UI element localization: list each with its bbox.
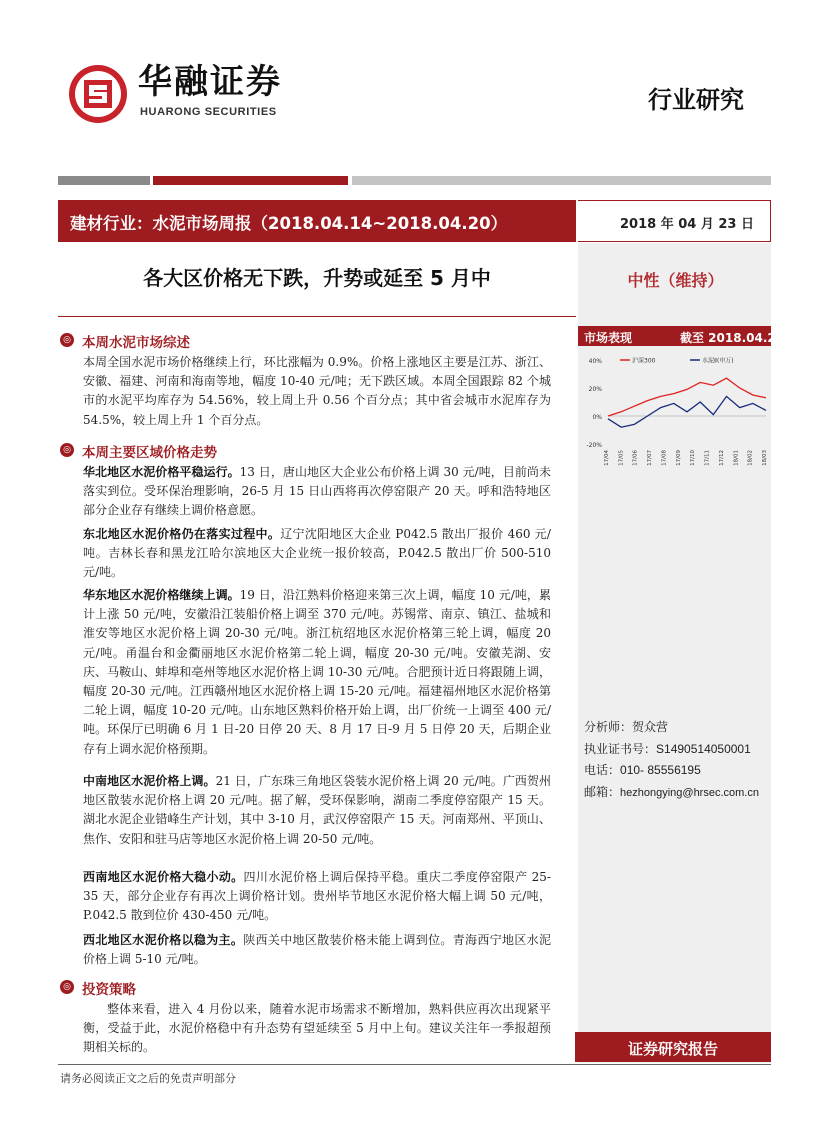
region-body: 陕西关中地区散装价格未能上调到位。青海西宁地区水泥价格上调 5-10 元/吨。	[83, 933, 551, 967]
market-performance-date: 截至 2018.04.22	[680, 331, 785, 345]
y-tick-label: 0%	[592, 414, 602, 421]
region-lead: 中南地区水泥价格上调。	[83, 774, 216, 788]
region-lead: 西南地区水泥价格大稳小动。	[83, 870, 244, 884]
section-title-strategy: 投资策略	[82, 982, 136, 998]
analyst-phone-label: 电话：	[584, 763, 621, 777]
region-body: 辽宁沈阳地区大企业 P042.5 散出厂报价 460 元/吨。吉林长春和黑龙江哈尔滨地区大企业统一报价较高，P.042.5 散出厂价 500-510 元/吨。	[83, 527, 551, 580]
region-lead: 华东地区水泥价格继续上调。	[83, 588, 240, 602]
analyst-phone-row	[584, 761, 701, 778]
x-tick-label: 17/09	[675, 450, 682, 466]
region-lead: 西北地区水泥价格以稳为主。	[83, 933, 244, 947]
brand-name-cn: 华融证券	[138, 62, 282, 102]
x-tick-label: 18/03	[762, 450, 768, 466]
analyst-name-label: 分析师：	[584, 720, 633, 734]
x-tick-label: 18/02	[747, 450, 754, 466]
analyst-cert-row	[584, 740, 751, 757]
x-tick-label: 17/08	[661, 450, 668, 466]
x-tick-label: 17/06	[632, 450, 639, 466]
x-tick-label: 18/01	[733, 450, 740, 466]
header-divider-bar	[58, 176, 150, 185]
headline: 各大区价格无下跌，升势或延至 5 月中	[143, 266, 491, 290]
region-paragraph-northeast	[83, 525, 551, 583]
legend-label: 沪深300	[632, 357, 656, 365]
x-tick-label: 17/05	[618, 450, 625, 466]
header-divider-bar	[153, 176, 348, 185]
analyst-name-row	[584, 718, 668, 735]
analyst-email[interactable]: hezhongying@hrsec.com.cn	[620, 787, 759, 799]
strategy-paragraph: 整体来看，进入 4 月份以来，随着水泥市场需求不断增加，熟料供应再次出现紧平衡，受益于此，水泥价格稳中有升态势有望延续至 5 月中上旬。建议关注年一季报超预期相关标的。	[83, 1002, 551, 1055]
divider	[58, 316, 576, 317]
x-tick-label: 17/04	[604, 450, 610, 466]
region-body: 13 日，唐山地区大企业公布价格上调 30 元/吨，目前尚未落实到位。受环保治理影响，26-5 月 15 日山西将再次停窑限产 20 天。呼和浩特地区部分企业存有继续上调价格意愿。	[83, 465, 551, 518]
region-body: 四川水泥价格上调后保持平稳。重庆二季度停窑限产 25-35 天，部分企业存有再次上调价格计划。贵州毕节地区水泥价格大幅上调 50 元/吨，P.042.5 散到位价 430-450 元/吨。	[83, 870, 551, 923]
huarong-logo-icon	[68, 64, 128, 124]
region-body: 19 日，沿江熟料价格迎来第三次上调，幅度 10 元/吨，累计上涨 50 元/吨，安徽沿江装船价格上调至 370 元/吨。苏锡常、南京、镇江、盐城和淮安等地区水泥价格上调 20-30 元/吨。浙江杭绍地区水泥价格第三轮上调，幅度 20 元/吨。甬温台和金衢丽地区水泥价格第二轮上调，幅度 20-30 元/吨。安徽芜湖、安庆、马鞍山、蚌埠和亳州等地区水泥价格上调 10-30 元/吨。合肥预计近日将跟随上调，幅度 20-30 元/吨。江西赣州地区水泥价格上调 15-20 元/吨。福建福州地区水泥价格第二轮上调，幅度 10-20 元/吨。山东地区熟料价格开始上调，出厂价统一上调至 400 元/吨。环保厅已明确 6 月 1 日-20 日停 20 天、8 月 17 日-9 月 5 日停 20 天，后期企业存有上调水泥价格预期。	[83, 588, 551, 756]
region-paragraph-north	[83, 463, 551, 521]
section-title-regions: 本周主要区域价格走势	[82, 445, 217, 461]
legend-label: 水泥Ⅱ(申万)	[702, 357, 734, 365]
x-tick-label: 17/12	[718, 450, 725, 466]
brand-name-en: HUARONG SECURITIES	[140, 106, 277, 118]
market-performance-chart	[580, 350, 770, 470]
report-title: 建材行业：水泥市场周报（2018.04.14~2018.04.20）	[70, 214, 508, 233]
region-lead: 华北地区水泥价格平稳运行。	[83, 465, 240, 479]
series-line	[608, 378, 766, 416]
section-title-overview: 本周水泥市场综述	[82, 335, 190, 351]
report-date: 2018 年 04 月 23 日	[620, 217, 754, 232]
series-line	[608, 396, 766, 427]
region-paragraph-central-south	[83, 772, 551, 849]
x-tick-label: 17/10	[690, 450, 697, 466]
y-tick-label: 40%	[588, 358, 602, 365]
analyst-phone: 010- 85556195	[620, 763, 701, 777]
report-label: 证券研究报告	[627, 1040, 718, 1058]
report-type: 行业研究	[648, 86, 744, 114]
analyst-email-row	[584, 783, 759, 800]
x-tick-label: 17/07	[647, 450, 654, 466]
y-tick-label: 20%	[588, 386, 602, 393]
analyst-cert-label: 执业证书号：	[584, 742, 657, 756]
overview-paragraph: 本周全国水泥市场价格继续上行，环比涨幅为 0.9%。价格上涨地区主要是江苏、浙江、安徽、福建、河南和海南等地，幅度 10-40 元/吨；无下跌区域。本周全国跟踪 82 个城市的水泥平均库存为 54.56%，较上周上升 0.56 个百分点；其中省会城市水泥库存为 54.5%，较上周上升 1 个百分点。	[83, 355, 551, 427]
y-tick-label: -20%	[586, 442, 602, 449]
footer-divider	[58, 1064, 771, 1065]
disclaimer: 请务必阅读正文之后的免责声明部分	[60, 1072, 236, 1085]
header-divider-bar	[352, 176, 771, 185]
region-lead: 东北地区水泥价格仍在落实过程中。	[83, 527, 281, 541]
rating: 中性（维持）	[627, 271, 724, 290]
region-paragraph-southwest	[83, 868, 551, 926]
analyst-cert: S1490514050001	[656, 742, 751, 756]
region-body: 21 日，广东珠三角地区袋装水泥价格上调 20 元/吨。广西贺州地区散装水泥价格上调 20 元/吨。据了解，受环保影响，湖南二季度停窑限产 15 天。湖北水泥企业错峰生产计划，其中 3-10 月，武汉停窑限产 15 天。河南郑州、平顶山、焦作、安阳和驻马店等地区水泥价格上调 20-50 元/吨。	[83, 774, 551, 846]
region-paragraph-northwest	[83, 931, 551, 969]
market-performance-label: 市场表现	[584, 331, 633, 345]
section-icon: ◎	[60, 980, 74, 994]
section-icon: ◎	[60, 333, 74, 347]
section-icon: ◎	[60, 443, 74, 457]
analyst-name: 贺众营	[632, 720, 669, 734]
analyst-email-label: 邮箱：	[584, 785, 621, 799]
x-tick-label: 17/11	[704, 450, 711, 466]
region-paragraph-east	[83, 586, 551, 759]
